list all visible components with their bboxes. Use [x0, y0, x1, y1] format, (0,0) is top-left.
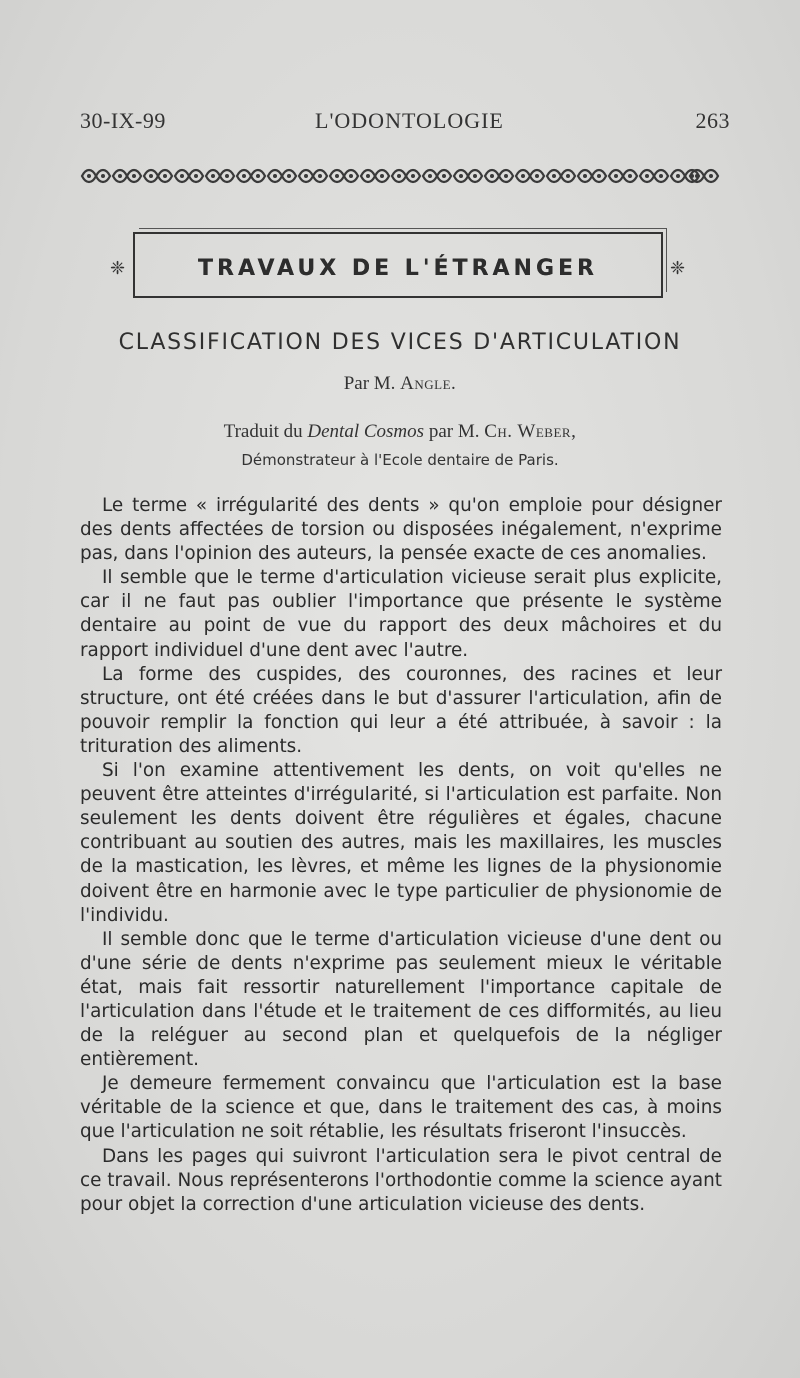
paragraph: Je demeure fermement convaincu que l'articulation est la base véritable de la science et que, dans le traitement des cas, à moins que l'articulation ne soit rétablie, les résultats friseront l'insuccès.: [80, 1073, 722, 1143]
section-title: TRAVAUX DE L'ÉTRANGER: [198, 256, 598, 281]
translator-role: Démonstrateur à l'Ecole dentaire de Paris.: [241, 451, 559, 469]
article-title: CLASSIFICATION DES VICES D'ARTICULATION: [118, 330, 682, 355]
issue-date: 30-IX-99: [80, 108, 166, 133]
section-title-box: [133, 232, 663, 298]
translation-source: Dental Cosmos: [307, 421, 425, 442]
fleuron-left-icon: ❈: [110, 258, 126, 278]
paragraph: Il semble que le terme d'articulation vicieuse serait plus explicite, car il ne faut pas oublier l'importance que présente le système dentaire au point de vue du rapport des deux mâchoires et du rapport individuel d'une dent avec l'autre.: [80, 567, 722, 661]
fleuron-right-icon: ❈: [670, 258, 686, 278]
author-name: Angle.: [400, 373, 457, 394]
paragraph: Il semble donc que le terme d'articulation vicieuse d'une dent ou d'une série de dents n'exprime pas seulement mieux le véritable état, mais fait ressortir naturellement l'importance capitale de l'articulation dans l'étude et le traitement de ces difformités, au lieu de la reléguer au second plan et quelquefois de la négliger entièrement.: [80, 928, 722, 1071]
translator-name: Ch. Weber,: [484, 421, 577, 442]
article-body: [80, 494, 722, 1217]
running-head: [80, 108, 730, 138]
translation-by: par M.: [424, 421, 485, 442]
paragraph: Dans les pages qui suivront l'articulation sera le pivot central de ce travail. Nous représenterons l'orthodontie comme la science ayant pour objet la correction d'une articulation vicieuse des dents.: [80, 1145, 722, 1215]
author-prefix: Par M.: [343, 373, 401, 394]
paragraph: Le terme « irrégularité des dents » qu'on emploie pour désigner des dents affectées de torsion ou disposées inégalement, n'exprime pas, dans l'opinion des auteurs, la pensée exacte de ces anomalies.: [80, 495, 722, 565]
page-number: 263: [695, 108, 730, 133]
translation-prefix: Traduit du: [223, 421, 308, 442]
paragraph: Si l'on examine attentivement les dents, on voit qu'elles ne peuvent être atteintes d'irrégularité, si l'articulation est parfaite. Non seulement les dents doivent être régulières et égales, chacune contribuant au soutien des autres, mais les maxillaires, les muscles de la mastication, les lèvres, et même les lignes de la physionomie doivent être en harmonie avec le type particulier de physionomie de l'individu.: [80, 760, 722, 926]
translation-line: [0, 421, 800, 443]
author-line: [0, 373, 800, 395]
journal-title: L'ODONTOLOGIE: [315, 108, 504, 133]
decorative-border-ornament: [80, 166, 720, 186]
paragraph: La forme des cuspides, des couronnes, des racines et leur structure, ont été créées dans le but d'assurer l'articulation, afin de pouvoir remplir la fonction qui leur a été attribuée, à savoir : la trituration des aliments.: [80, 663, 722, 757]
